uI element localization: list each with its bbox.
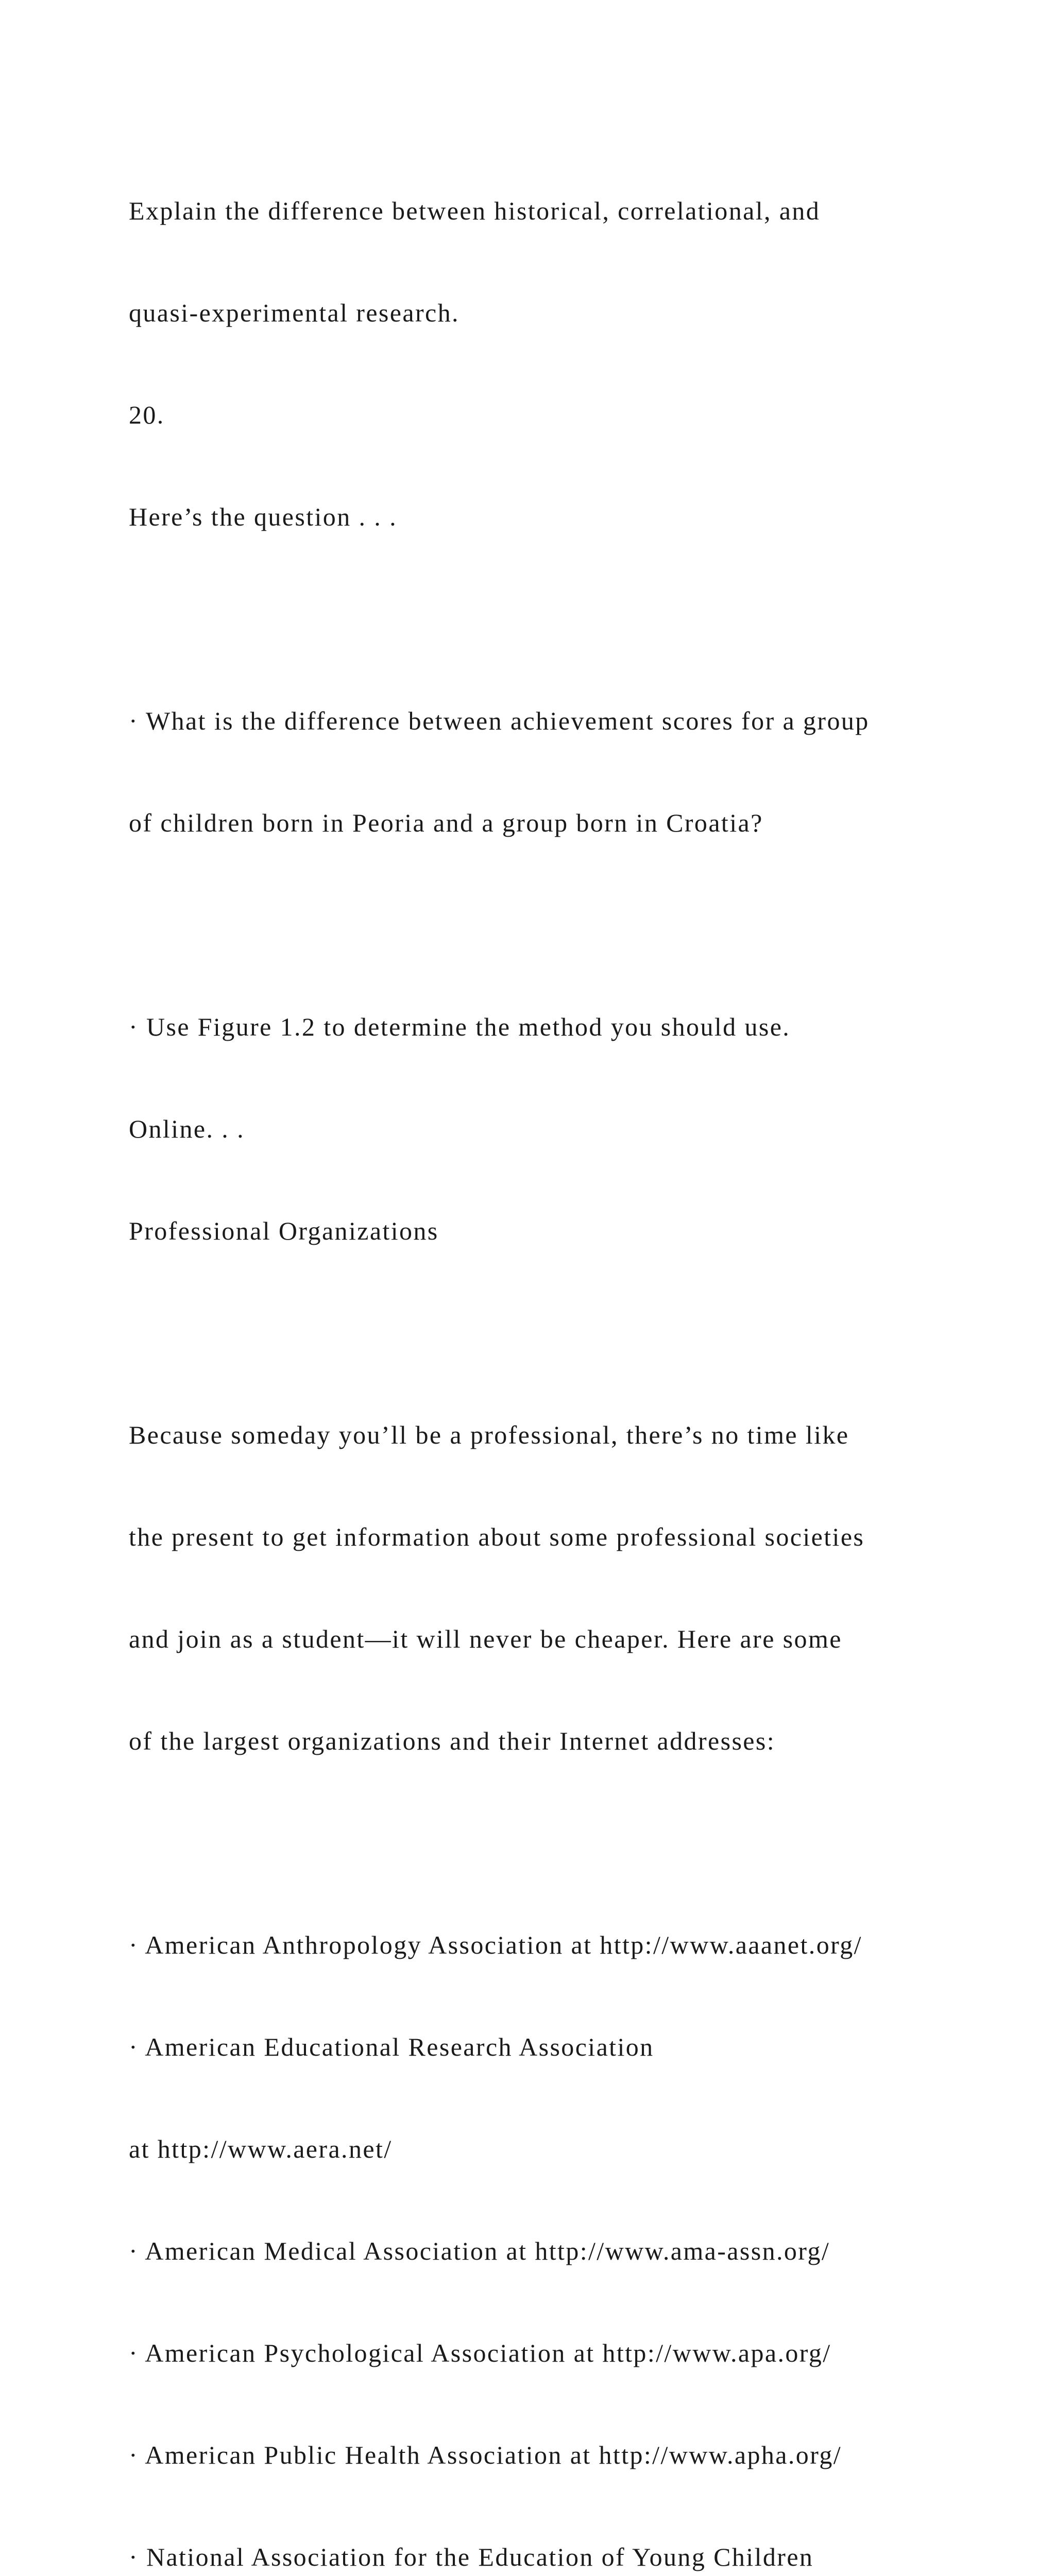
- question-intro: Here’s the question . . .: [129, 502, 398, 531]
- blank-line: [129, 1316, 1005, 1350]
- paragraph-line-2: the present to get information about some professional societies: [129, 1522, 865, 1551]
- online-label: Online. . .: [129, 1114, 245, 1143]
- org-list-item: · American Anthropology Association at http://www.aaanet.org/: [129, 1930, 862, 1959]
- bullet-figure-instruction: · Use Figure 1.2 to determine the method you should use.: [129, 1012, 791, 1041]
- paragraph-line-1: Because someday you’ll be a professional, there’s no time like: [129, 1420, 849, 1449]
- org-list-item: · American Public Health Association at http://www.apha.org/: [129, 2441, 842, 2469]
- org-list-item: · American Psychological Association at http://www.apa.org/: [129, 2338, 831, 2367]
- org-list-item-continuation: at http://www.aera.net/: [129, 2134, 393, 2163]
- org-list-item: · American Educational Research Association: [129, 2032, 654, 2061]
- blank-line: [129, 602, 1005, 636]
- section-heading: Professional Organizations: [129, 1216, 439, 1245]
- org-list-item: · American Medical Association at http://www.ama-assn.org/: [129, 2236, 830, 2265]
- bullet-question-line-1: · What is the difference between achievement scores for a group: [129, 706, 870, 735]
- question-line-2: quasi-experimental research.: [129, 298, 460, 327]
- blank-line: [129, 908, 1005, 942]
- blank-line: [129, 1826, 1005, 1860]
- question-line-1: Explain the difference between historical, correlational, and: [129, 196, 821, 225]
- org-list-item: · National Association for the Education of Young Children: [129, 2543, 814, 2571]
- document-body: [129, 126, 1005, 2576]
- paragraph-line-4: of the largest organizations and their Internet addresses:: [129, 1726, 776, 1755]
- bullet-question-line-2: of children born in Peoria and a group born in Croatia?: [129, 808, 763, 837]
- item-number: 20.: [129, 400, 165, 429]
- paragraph-line-3: and join as a student—it will never be cheaper. Here are some: [129, 1624, 842, 1653]
